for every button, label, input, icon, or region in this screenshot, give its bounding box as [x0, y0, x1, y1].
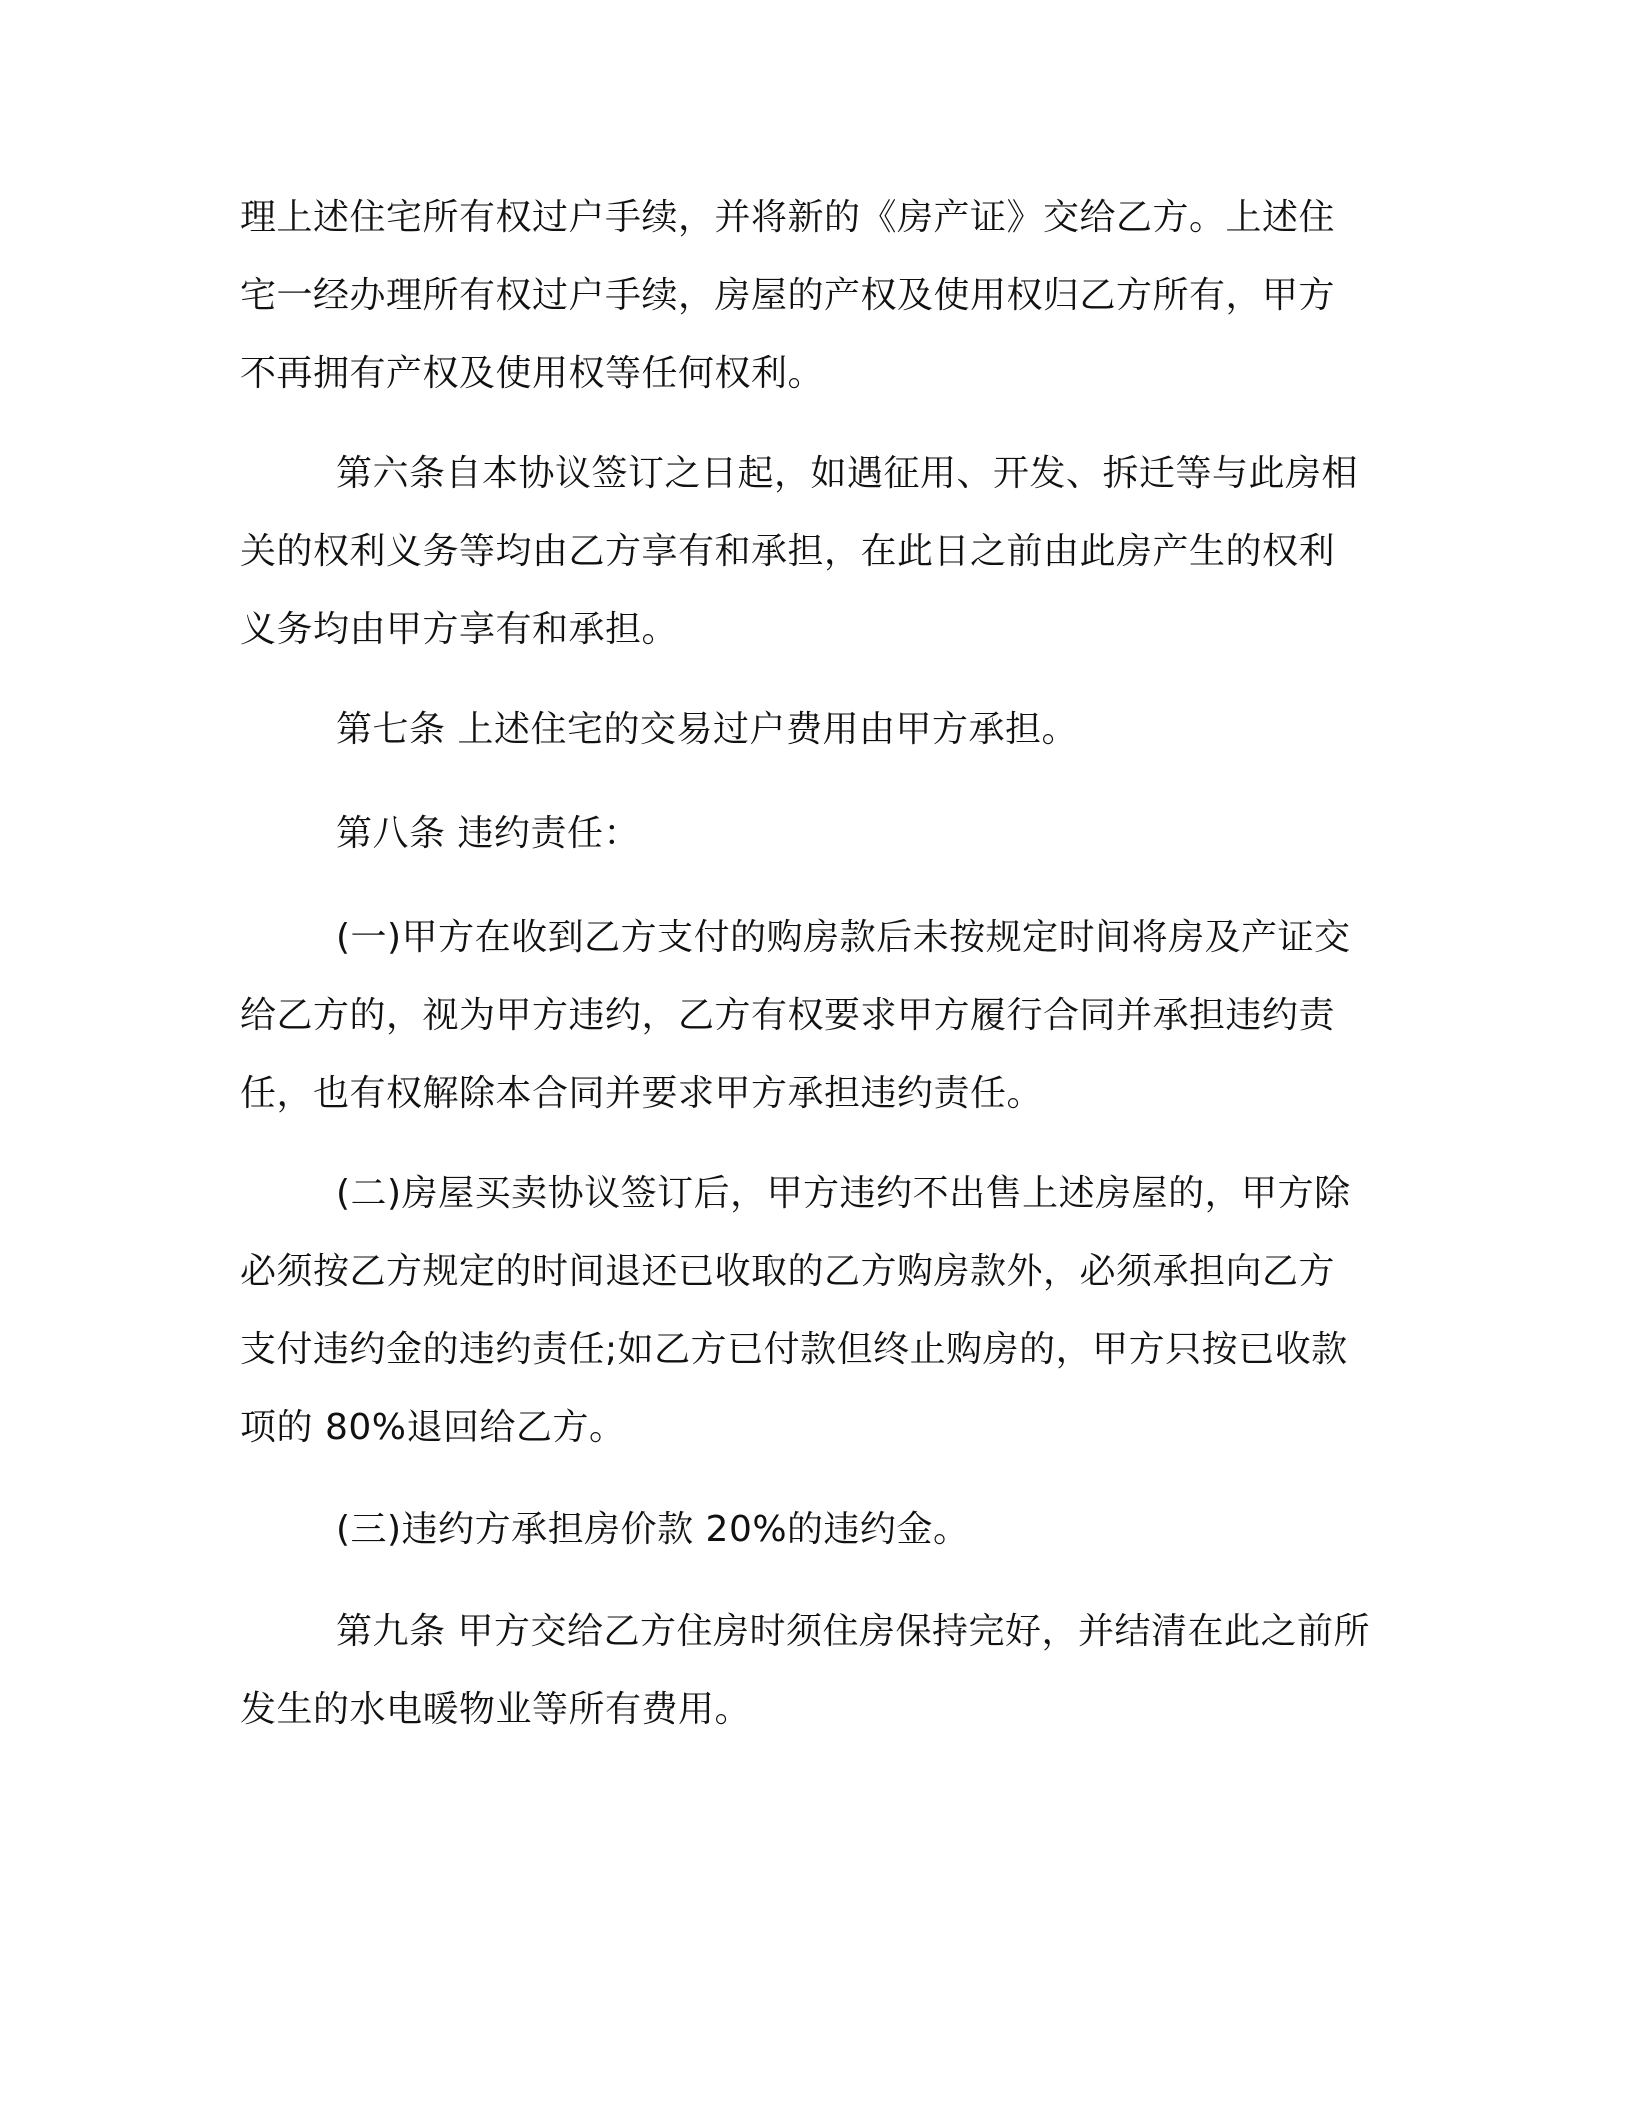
- text-line: 发生的水电暖物业等所有费用。: [240, 1689, 752, 1730]
- text-line: 任，也有权解除本合同并要求甲方承担违约责任。: [240, 1073, 1044, 1114]
- item-2-line: (二)房屋买卖协议签订后，甲方违约不出售上述房屋的，甲方除: [336, 1173, 1351, 1214]
- text-line: 支付违约金的违约责任;如乙方已付款但终止购房的，甲方只按已收款: [240, 1329, 1348, 1370]
- text-line: 不再拥有产权及使用权等任何权利。: [240, 353, 825, 394]
- text-line: 必须按乙方规定的时间退还已收取的乙方购房款外，必须承担向乙方: [240, 1251, 1336, 1292]
- clause-7-line: 第七条 上述住宅的交易过户费用由甲方承担。: [336, 709, 1078, 750]
- text-line: 项的 80%退回给乙方。: [240, 1407, 626, 1448]
- clause-8-heading: 第八条 违约责任：: [336, 813, 640, 854]
- item-3-line: (三)违约方承担房价款 20%的违约金。: [336, 1509, 970, 1550]
- text-line: 关的权利义务等均由乙方享有和承担，在此日之前由此房产生的权利: [240, 531, 1336, 572]
- clause-9-line: 第九条 甲方交给乙方住房时须住房保持完好，并结清在此之前所: [336, 1611, 1370, 1652]
- item-1-line: (一)甲方在收到乙方支付的购房款后未按规定时间将房及产证交: [336, 917, 1351, 958]
- text-line: 给乙方的，视为甲方违约，乙方有权要求甲方履行合同并承担违约责: [240, 995, 1336, 1036]
- clause-6-heading-line: 第六条自本协议签订之日起，如遇征用、开发、拆迁等与此房相: [336, 453, 1359, 494]
- text-line: 义务均由甲方享有和承担。: [240, 609, 679, 650]
- text-line: 理上述住宅所有权过户手续，并将新的《房产证》交给乙方。上述住: [240, 197, 1336, 238]
- text-line: 宅一经办理所有权过户手续，房屋的产权及使用权归乙方所有，甲方: [240, 275, 1336, 316]
